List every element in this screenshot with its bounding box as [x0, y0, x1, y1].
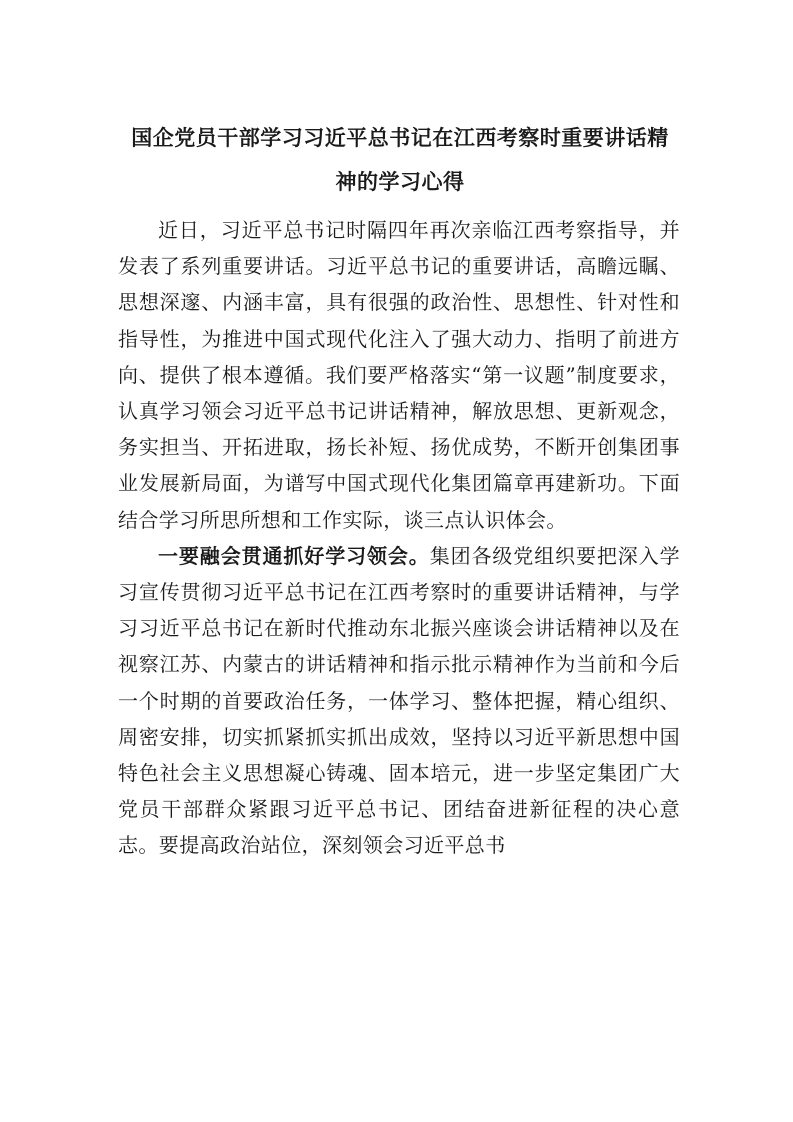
document-title-line2: 神的学习心得 — [335, 170, 465, 194]
document-title-line1: 国企党员干部学习习近平总书记在江西考察时重要讲话精 — [131, 126, 669, 150]
paragraph-point-one — [118, 538, 680, 864]
paragraph-intro: 近日，习近平总书记时隔四年再次亲临江西考察指导，并发表了系列重要讲话。习近平总书记的重要讲话，高瞻远瞩、思想深邃、内涵丰富，具有很强的政治性、思想性、针对性和指导性，为推进中国式现代化注入了强大动力、指明了前进方向、提供了根本遵循。我们要严格落实“第一议题”制度要求，认真学习领会习近平总书记讲话精神，解放思想、更新观念，务实担当、开拓进取，扬长补短、扬优成势，不断开创集团事业发展新局面，为谱写中国式现代化集团篇章再建新功。下面结合学习所思所想和工作实际，谈三点认识体会。 — [118, 218, 680, 532]
paragraph-point-one-text: 集团各级党组织要把深入学习宣传贯彻习近平总书记在江西考察时的重要讲话精神，与学习习近平总书记在新时代推动东北振兴座谈会讲话精神以及在视察江苏、内蒙古的讲话精神和指示批示精神作为当前和今后一个时期的首要政治任务，一体学习、整体把握，精心组织、周密安排，切实抓紧抓实抓出成效，坚持以习近平新思想中国特色社会主义思想凝心铸魂、固本培元，进一步坚定集团广大党员干部群众紧跟习近平总书记、团结奋进新征程的决心意志。要提高政治站位，深刻领会习近平总书 — [118, 543, 680, 858]
document-body — [118, 212, 680, 864]
paragraph-point-one-heading: 一要融会贯通抓好学习领会。 — [158, 543, 430, 568]
